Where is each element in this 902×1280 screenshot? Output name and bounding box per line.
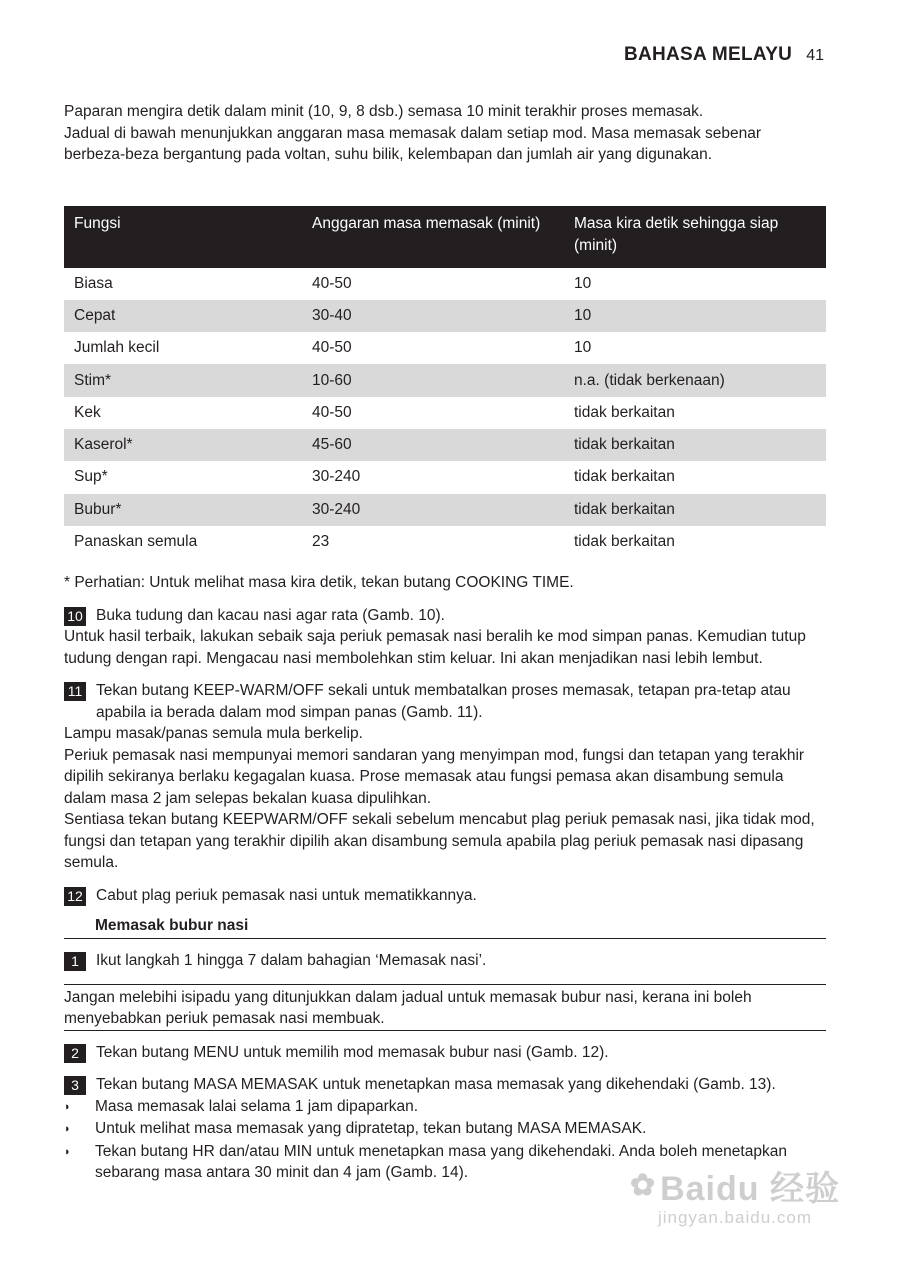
paw-icon: ✿ [629, 1169, 657, 1202]
table-header-row [64, 206, 826, 268]
step-11-body-2: Periuk pemasak nasi mempunyai memori sandaran yang menyimpan mod, fungsi dan tetapan yang terakhir dipilih sekiranya berlaku kegagalan kuasa. Prose memasak atau fungsi pemasa akan disambung semula dalam masa 2 jam selepas bekalan kuasa dipulihkan. [64, 746, 805, 807]
table-cell: 10 [574, 339, 592, 357]
table-cell: 45-60 [302, 429, 564, 461]
bullet-text: Tekan butang HR dan/atau MIN untuk menetapkan masa yang dikehendaki. Anda boleh menetapkan sebarang masa antara 30 minit dan 4 jam (Gamb. 14). [95, 1142, 787, 1182]
porridge-step-2 [64, 1042, 826, 1064]
step-number: 10 [64, 607, 86, 626]
header-cooking-time: Anggaran masa memasak (minit) [302, 206, 564, 268]
table-row [64, 397, 826, 429]
table-cell: 23 [312, 533, 330, 551]
bullet-icon: ◗ [64, 1123, 71, 1136]
step-text: Ikut langkah 1 hingga 7 dalam bahagian ‘Memasak nasi’. [96, 952, 487, 970]
table-row [64, 332, 826, 364]
warning-text: Jangan melebihi isipadu yang ditunjukkan dalam jadual untuk memasak bubur nasi, kerana ini boleh menyebabkan periuk pemasak nasi membuak. [64, 988, 752, 1028]
bullet-text: Masa memasak lalai selama 1 jam dipaparkan. [95, 1097, 419, 1115]
watermark-url: jingyan.baidu.com [657, 1208, 812, 1227]
warning-box [64, 984, 826, 1031]
watermark-brand [630, 1161, 840, 1210]
step-text: Cabut plag periuk pemasak nasi untuk mematikkannya. [96, 886, 477, 904]
bullet-text: Untuk melihat masa memasak yang dipratetap, tekan butang MASA MEMASAK. [95, 1120, 647, 1138]
table-cell: tidak berkaitan [564, 494, 826, 526]
table-row [64, 268, 826, 300]
step-number: 12 [64, 887, 86, 906]
table-cell: tidak berkaitan [574, 403, 675, 421]
step-12 [64, 885, 826, 907]
table-cell: Cepat [64, 300, 302, 332]
table-cell: n.a. (tidak berkenaan) [564, 364, 826, 396]
table-cell: 30-240 [302, 494, 564, 526]
step-number: 1 [64, 952, 86, 971]
page-number: 41 [806, 47, 824, 64]
intro-line-1: Paparan mengira detik dalam minit (10, 9, 8 dsb.) semasa 10 minit terakhir proses memasak. [64, 103, 704, 120]
bullet-icon: ◗ [64, 1100, 71, 1113]
step-text: Tekan butang MASA MEMASAK untuk menetapkan masa memasak yang dikehendaki (Gamb. 13). [96, 1076, 776, 1094]
porridge-step-3 [64, 1074, 826, 1096]
step-text: Buka tudung dan kacau nasi agar rata (Gamb. 10). [96, 606, 445, 624]
step-number: 3 [64, 1076, 86, 1095]
table-cell: tidak berkaitan [574, 533, 675, 551]
table-row [64, 494, 826, 526]
table-cell: Bubur* [64, 494, 302, 526]
baidu-watermark [630, 1161, 840, 1228]
table-cell: Kaserol* [64, 429, 302, 461]
table-cell: 10 [564, 300, 826, 332]
intro-line-2: Jadual di bawah menunjukkan anggaran masa memasak dalam setiap mod. Masa memasak sebenar berbeza-beza bergantung pada voltan, suhu bilik, kelembapan dan jumlah air yang digunakan. [64, 124, 762, 163]
table-cell: Stim* [64, 364, 302, 396]
table-cell: Sup* [74, 468, 108, 486]
table-cell: Biasa [74, 274, 113, 292]
table-row [64, 461, 826, 493]
table-cell: 30-40 [302, 300, 564, 332]
table-row [64, 364, 826, 396]
page-content [64, 101, 826, 1184]
table-cell: 30-240 [312, 468, 361, 486]
step-11-body-1: Lampu masak/panas semula mula berkelip. [64, 725, 363, 743]
step-10-body: Untuk hasil terbaik, lakukan sebaik saja periuk pemasak nasi beralih ke mod simpan panas. Kemudian tutup tudung dengan rapi. Mengacau nasi membolehkan stim keluar. Ini akan menjadikan nasi lebih lembut. [64, 628, 806, 667]
table-row [64, 526, 826, 558]
table-cell: 40-50 [312, 274, 352, 292]
table-cell: tidak berkaitan [564, 429, 826, 461]
step-11-body-3: Sentiasa tekan butang KEEPWARM/OFF sekali sebelum mencabut plag periuk pemasak nasi, jika tidak mod, fungsi dan tetapan yang terakhir dipilih akan disambung semula apabila plag periuk pemasak nasi dipasang semula. [64, 811, 815, 872]
step-10 [64, 605, 826, 627]
table-cell: 10-60 [302, 364, 564, 396]
table-cell: Kek [74, 403, 101, 421]
header-countdown: Masa kira detik sehingga siap (minit) [564, 206, 826, 268]
table-cell: Jumlah kecil [74, 339, 160, 357]
page-header [624, 44, 824, 66]
step-number: 2 [64, 1044, 86, 1063]
table-row [64, 429, 826, 461]
table-footnote: * Perhatian: Untuk melihat masa kira detik, tekan butang COOKING TIME. [64, 574, 574, 592]
bullet-item [64, 1118, 826, 1141]
bullet-icon: ◗ [64, 1145, 71, 1158]
porridge-step-1 [64, 950, 826, 972]
table-cell: 40-50 [312, 403, 352, 421]
cooking-time-table [64, 206, 826, 559]
language-title: BAHASA MELAYU [623, 44, 793, 65]
section-heading: Memasak bubur nasi [64, 915, 826, 939]
table-cell: Panaskan semula [74, 533, 198, 551]
step-text: Tekan butang MENU untuk memilih mod memasak bubur nasi (Gamb. 12). [96, 1043, 609, 1061]
step-text: Tekan butang KEEP-WARM/OFF sekali untuk membatalkan proses memasak, tetapan pra-tetap atau apabila ia berada dalam mod simpan panas (Gamb. 11). [96, 682, 791, 721]
bullet-item [64, 1096, 826, 1119]
header-fungsi: Fungsi [64, 206, 302, 268]
table-cell: 10 [574, 274, 592, 292]
table-row [64, 300, 826, 332]
table-cell: 40-50 [312, 339, 352, 357]
table-cell: tidak berkaitan [574, 468, 675, 486]
step-11 [64, 680, 826, 723]
step-number: 11 [64, 682, 86, 701]
watermark-brand-text: Baidu 经验 [660, 1170, 840, 1208]
